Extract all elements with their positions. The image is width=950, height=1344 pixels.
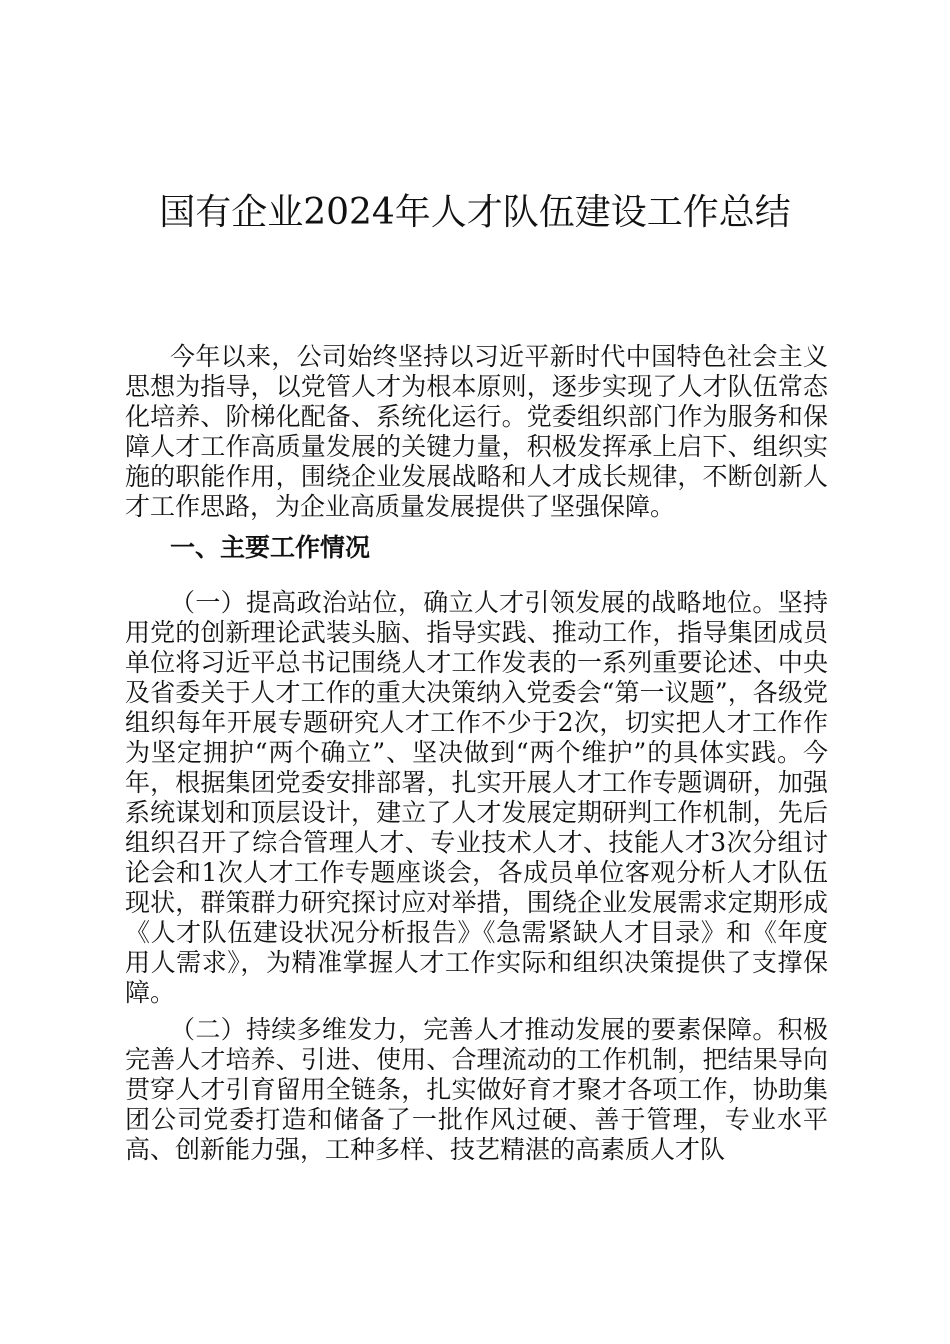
item-2-paragraph: （二）持续多维发力，完善人才推动发展的要素保障。积极完善人才培养、引进、使用、合理流动的工作机制，把结果导向贯穿人才引育留用全链条，扎实做好育才聚才各项工作，协助集团公司党委打造和储备了一批作风过硬、善于管理，专业水平高、创新能力强，工种多样、技艺精湛的高素质人才队 [125,1015,828,1164]
section-heading: 一、主要工作情况 [170,533,371,562]
intro-paragraph: 今年以来，公司始终坚持以习近平新时代中国特色社会主义思想为指导，以党管人才为根本原则，逐步实现了人才队伍常态化培养、阶梯化配备、系统化运行。党委组织部门作为服务和保障人才工作高质量发展的关键力量，积极发挥承上启下、组织实施的职能作用，围绕企业发展战略和人才成长规律，不断创新人才工作思路，为企业高质量发展提供了坚强保障。 [125,342,828,521]
document-title: 国有企业2024年人才队伍建设工作总结 [159,192,791,234]
item-1-paragraph: （一）提高政治站位，确立人才引领发展的战略地位。坚持用党的创新理论武装头脑、指导实践、推动工作，指导集团成员单位将习近平总书记围绕人才工作发表的一系列重要论述、中央及省委关于人才工作的重大决策纳入党委会“第一议题”，各级党组织每年开展专题研究人才工作不少于2次，切实把人才工作作为坚定拥护“两个确立”、坚决做到“两个维护”的具体实践。今年，根据集团党委安排部署，扎实开展人才工作专题调研，加强系统谋划和顶层设计，建立了人才发展定期研判工作机制，先后组织召开了综合管理人才、专业技术人才、技能人才3次分组讨论会和1次人才工作专题座谈会，各成员单位客观分析人才队伍现状，群策群力研究探讨应对举措，围绕企业发展需求定期形成《人才队伍建设状况分析报告》《急需紧缺人才目录》和《年度用人需求》，为精准掌握人才工作实际和组织决策提供了支撑保障。 [125,588,828,1007]
